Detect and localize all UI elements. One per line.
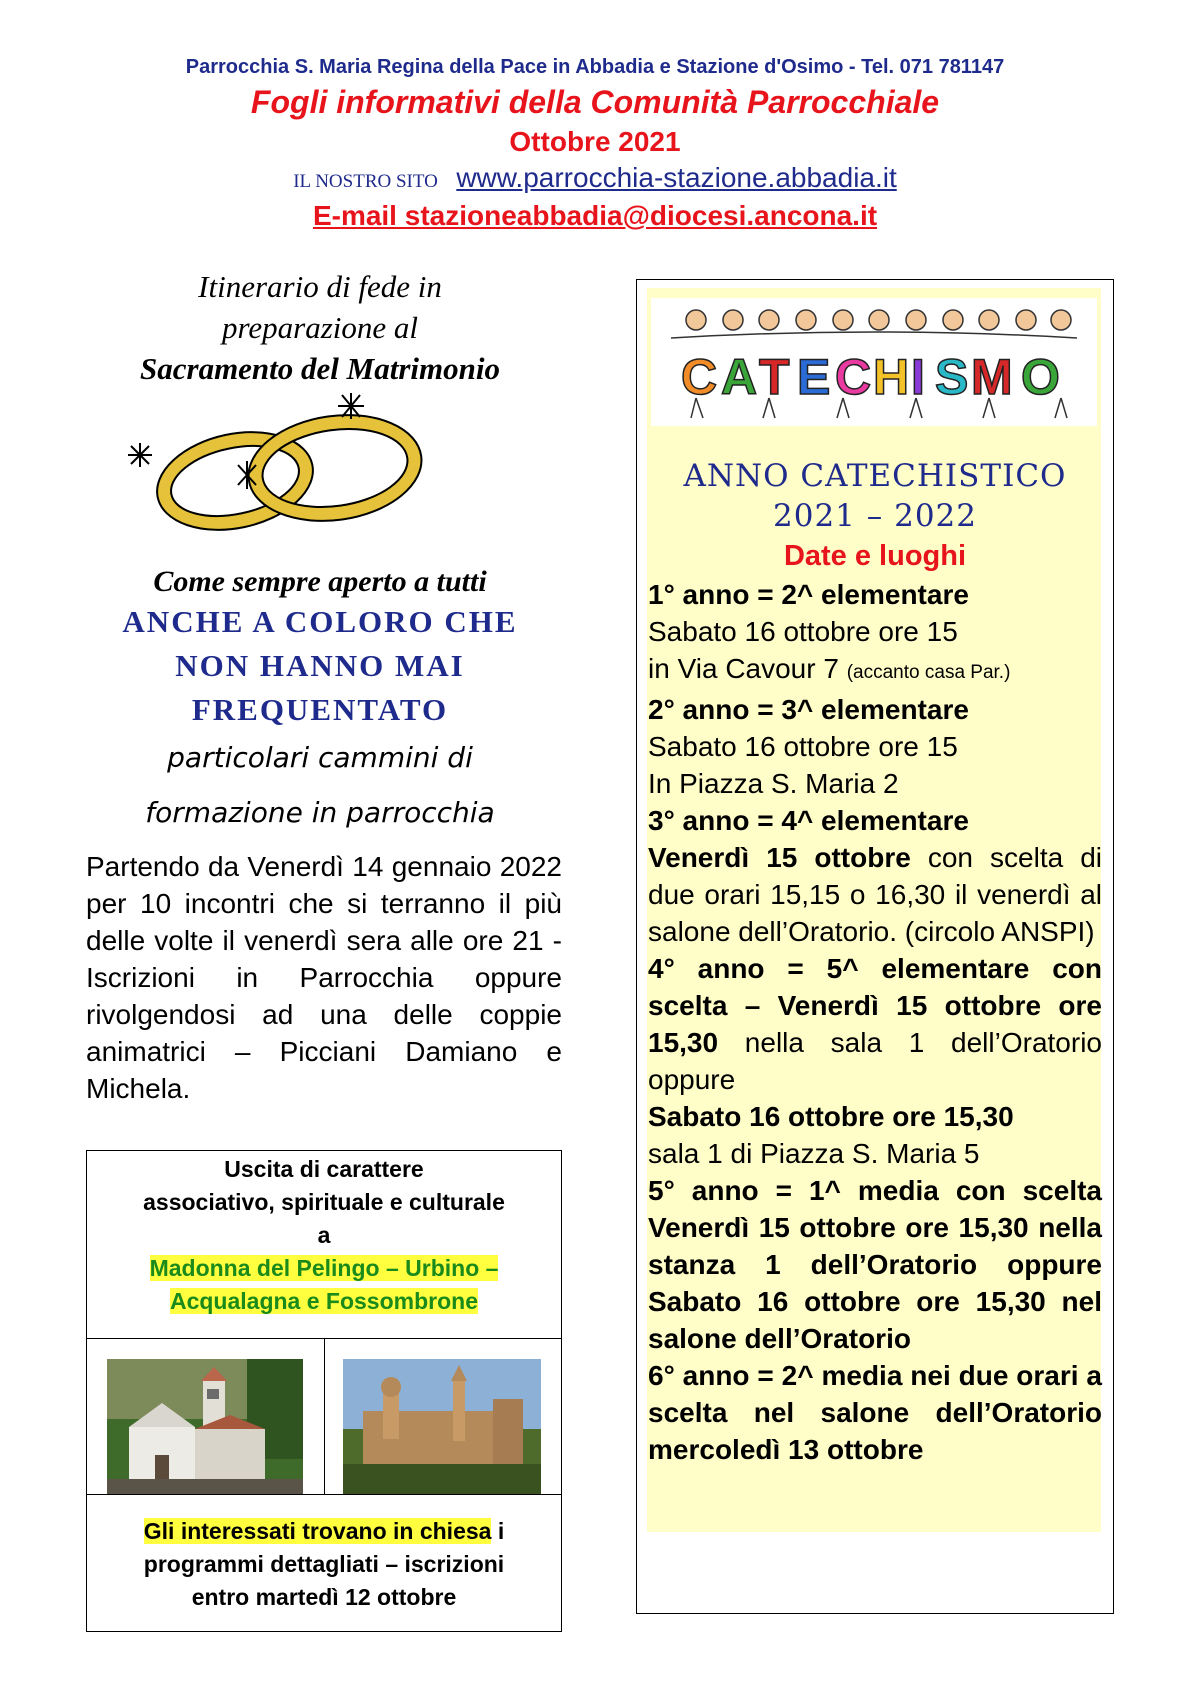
svg-text:A: A bbox=[721, 349, 758, 405]
svg-text:O: O bbox=[1021, 349, 1060, 405]
year-2-line-2: In Piazza S. Maria 2 bbox=[648, 768, 899, 799]
wedding-rings-icon bbox=[110, 393, 460, 553]
svg-text:T: T bbox=[759, 349, 790, 405]
trip-destination-2: Acqualagna e Fossombrone bbox=[169, 1288, 478, 1314]
anno-years: 2021 – 2022 bbox=[773, 498, 977, 534]
year-4-alt: Sabato 16 ottobre ore 15,30 bbox=[648, 1101, 1014, 1132]
trip-info-1: i bbox=[491, 1518, 505, 1544]
svg-text:M: M bbox=[971, 349, 1013, 405]
year-4-rest: nella sala 1 dell’Oratorio oppure bbox=[648, 1027, 1102, 1095]
year-2-line-1: Sabato 16 ottobre ore 15 bbox=[648, 731, 958, 762]
year-3-body bbox=[648, 839, 1102, 950]
trip-header bbox=[87, 1151, 561, 1339]
year-1-note: (accanto casa Par.) bbox=[846, 662, 1011, 683]
year-1-line-2: in Via Cavour 7 bbox=[648, 653, 847, 684]
bulletin-title: Fogli informativi della Comunità Parrocchiale bbox=[250, 84, 940, 120]
matrimonio-line-1: Itinerario di fede in bbox=[198, 269, 442, 304]
year-3-date: Venerdì 15 ottobre bbox=[648, 842, 911, 873]
svg-text:E: E bbox=[797, 349, 831, 405]
trip-box bbox=[86, 1150, 562, 1632]
matrimonio-heading bbox=[80, 266, 560, 389]
year-4-body bbox=[648, 950, 1102, 1098]
year-3-title: 3° anno = 4^ elementare bbox=[648, 805, 969, 836]
site-row bbox=[0, 162, 1190, 194]
trip-line-2: associativo, spirituale e culturale bbox=[143, 1189, 505, 1215]
catechismo-schedule bbox=[648, 576, 1102, 1468]
svg-text:H: H bbox=[873, 349, 910, 405]
caps-line-1: ANCHE A COLORO CHE bbox=[122, 604, 518, 639]
cammini-line-2: formazione in parrocchia bbox=[145, 796, 495, 829]
svg-text:C: C bbox=[681, 349, 718, 405]
anno-title: ANNO CATECHISTICO bbox=[683, 458, 1067, 494]
parish-header: Parrocchia S. Maria Regina della Pace in Abbadia e Stazione d'Osimo - Tel. 071 781147 bbox=[185, 56, 1005, 78]
svg-text:I: I bbox=[911, 349, 925, 405]
year-2-title: 2° anno = 3^ elementare bbox=[648, 694, 969, 725]
year-1-line-1: Sabato 16 ottobre ore 15 bbox=[648, 616, 958, 647]
cammini-line-1: particolari cammini di bbox=[167, 741, 473, 774]
trip-info-3: entro martedì 12 ottobre bbox=[191, 1584, 457, 1610]
year-1-title: 1° anno = 2^ elementare bbox=[648, 579, 969, 610]
bulletin-month: Ottobre 2021 bbox=[509, 126, 681, 157]
urbino-photo bbox=[343, 1359, 541, 1494]
trip-destination-1: Madonna del Pelingo – Urbino – bbox=[149, 1255, 499, 1281]
trip-line-1: Uscita di carattere bbox=[224, 1156, 424, 1182]
trip-info-2: programmi dettagliati – iscrizioni bbox=[143, 1551, 505, 1577]
caps-line-2: NON HANNO MAI bbox=[175, 648, 465, 683]
catechismo-box bbox=[636, 279, 1114, 1614]
trip-photos bbox=[87, 1339, 561, 1495]
matrimonio-body: Partendo da Venerdì 14 gennaio 2022 per 10 incontri che si terranno il più delle volte il venerdì sera alle ore 21 - Iscrizioni in Parrocchia oppure rivolgendosi ad una delle coppie animatrici – Picciani Damiano e Michela. bbox=[86, 851, 562, 1104]
year-6-body: 6° anno = 2^ media nei due orari a scelta nel salone dell’Oratorio mercoledì 13 ottobre bbox=[648, 1360, 1102, 1465]
svg-text:S: S bbox=[935, 349, 969, 405]
year-4-place: sala 1 di Piazza S. Maria 5 bbox=[648, 1138, 980, 1169]
site-label: IL NOSTRO SITO bbox=[293, 171, 438, 192]
catechismo-logo bbox=[651, 298, 1097, 426]
year-1-line-2-wrap bbox=[648, 650, 1102, 691]
caps-line-3: FREQUENTATO bbox=[191, 692, 449, 727]
cammini-text bbox=[80, 730, 560, 840]
year-4-title: 4° anno = 5^ elementare con scelta – Venerdì 15 ottobre ore 15,30 bbox=[648, 953, 1102, 1058]
date-luoghi-heading: Date e luoghi bbox=[783, 540, 967, 572]
year-5-body: 5° anno = 1^ media con scelta Venerdì 15 ottobre ore 15,30 nella stanza 1 dell’Oratorio oppure Sabato 16 ottobre ore 15,30 nel salone dell’Oratorio bbox=[648, 1175, 1102, 1354]
year-3-rest: con scelta di due orari 15,15 o 16,30 il venerdì al salone dell’Oratorio. (circolo ANSPI) bbox=[648, 842, 1103, 947]
photo-divider bbox=[324, 1339, 325, 1494]
email-link[interactable]: E-mail stazioneabbadia@diocesi.ancona.it bbox=[312, 200, 878, 231]
anno-catechistico bbox=[637, 456, 1113, 536]
trip-info bbox=[87, 1495, 561, 1614]
church-photo bbox=[107, 1359, 303, 1494]
matrimonio-line-2: preparazione al bbox=[221, 310, 419, 345]
matrimonio-caps bbox=[80, 600, 560, 732]
svg-text:C: C bbox=[835, 349, 872, 405]
matrimonio-line-3: Sacramento del Matrimonio bbox=[140, 351, 500, 386]
trip-line-3: a bbox=[317, 1222, 331, 1248]
open-to-all: Come sempre aperto a tutti bbox=[153, 565, 487, 598]
trip-info-highlight: Gli interessati trovano in chiesa bbox=[143, 1518, 492, 1544]
site-link[interactable]: www.parrocchia-stazione.abbadia.it bbox=[456, 162, 897, 193]
